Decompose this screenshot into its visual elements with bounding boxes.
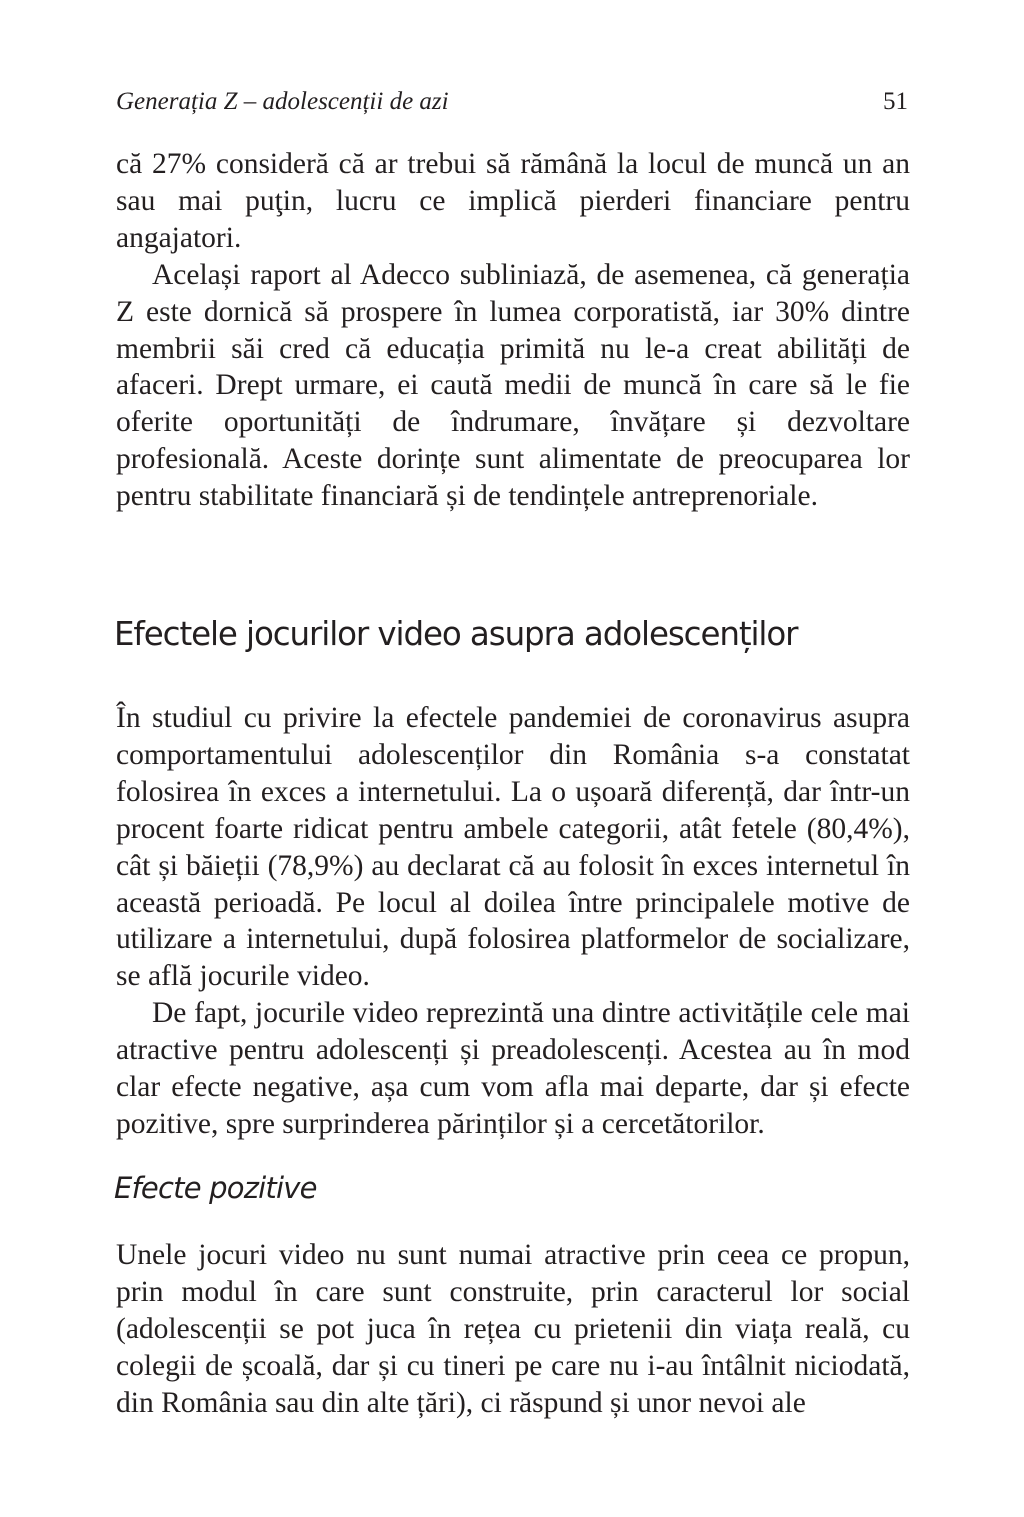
subsection-body: [116, 1237, 910, 1422]
intro-block: [116, 146, 910, 515]
subsection-heading: Efecte pozitive: [114, 1171, 317, 1205]
section-heading: Efectele jocurilor video asupra adolescenților: [114, 615, 798, 653]
section-paragraph-1: În studiul cu privire la efectele pandemiei de coronavirus asupra comportamentului adolescenților din România s-a constatat folosirea în exces a internetului. La o ușoară diferență, dar într-un procent foarte ridicat pentru ambele categorii, atât fetele (80,4%), cât și băieții (78,9%) au declarat că au folosit în exces internetul în această perioadă. Pe locul al doilea între principalele motive de utilizare a internetului, după folosirea platformelor de socializare, se află jocurile video.: [116, 702, 910, 993]
page-number: 51: [883, 88, 908, 115]
running-header: [116, 88, 908, 128]
section-paragraph-2: De fapt, jocurile video reprezintă una dintre activitățile cele mai atractive pentru adolescenți și preadolescenți. Acestea au în mod clar efecte negative, așa cum vom afla mai departe, dar și efecte pozitive, spre surprinderea părinților și a cercetătorilor.: [116, 997, 910, 1140]
subsection-paragraph-1: Unele jocuri video nu sunt numai atractive prin ceea ce propun, prin modul în care sunt construite, prin caracterul lor social (adolescenții se pot juca în rețea cu prietenii din viața reală, cu colegii de școală, dar și cu tineri pe care nu i-au întâlnit niciodată, din România sau din alte țări), ci răspund și unor nevoi ale: [116, 1239, 910, 1419]
adecco-paragraph: Același raport al Adecco subliniază, de asemenea, că generația Z este dornică să prospere în lumea corporatistă, iar 30% dintre membrii săi cred că educația primită nu le-a creat abilități de afaceri. Drept urmare, ei caută medii de muncă în care să le fie oferite oportunități de îndrumare, învățare și dezvoltare profesională. Aceste dorințe sunt alimentate de preocuparea lor pentru stabilitate financiară și de tendințele antreprenoriale.: [116, 258, 910, 513]
section-body: [116, 700, 910, 1143]
continuation-paragraph: că 27% consideră că ar trebui să rămână la locul de muncă un an sau mai puţin, lucru ce implică pierderi financiare pentru angajatori.: [116, 148, 910, 254]
running-title: Generația Z – adolescenții de azi: [116, 88, 449, 115]
